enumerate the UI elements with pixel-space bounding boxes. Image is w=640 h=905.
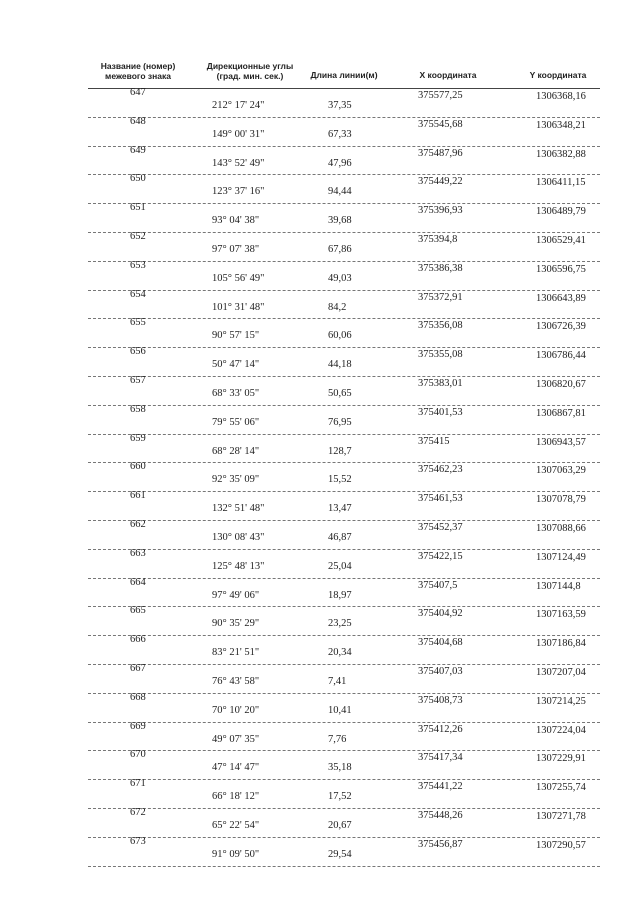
table-row	[88, 348, 600, 377]
x-coordinate: 375407,5	[418, 579, 458, 591]
line-length: 50,65	[328, 387, 352, 399]
marker-number: 655	[130, 317, 146, 329]
header-x: X координата	[419, 70, 477, 80]
x-coordinate: 375456,87	[418, 838, 463, 850]
table-row	[88, 259, 600, 291]
x-coordinate: 375396,93	[418, 205, 463, 217]
marker-number: 657	[130, 374, 146, 386]
marker-number: 671	[130, 778, 146, 790]
y-coordinate: 1307229,91	[536, 753, 586, 765]
line-length: 37,35	[328, 100, 352, 111]
x-coordinate: 375394,8	[418, 233, 458, 245]
direction-angle: 91° 09' 50"	[212, 848, 260, 860]
x-coordinate: 375383,01	[418, 377, 463, 389]
x-coordinate: 375356,08	[418, 320, 463, 332]
x-coordinate: 375401,53	[418, 406, 463, 418]
x-coordinate: 375355,08	[418, 349, 463, 361]
line-length: 39,68	[328, 215, 352, 227]
direction-angle: 143° 52' 49"	[212, 157, 265, 169]
table-row	[88, 720, 600, 752]
y-coordinate: 1307290,57	[536, 839, 586, 851]
marker-number: 661	[130, 490, 146, 502]
table-row	[88, 115, 600, 147]
marker-number: 654	[130, 288, 146, 300]
marker-number: 664	[130, 576, 146, 588]
y-coordinate: 1306726,39	[536, 321, 586, 333]
table-row	[88, 835, 600, 867]
table-row	[88, 432, 600, 464]
line-length: 10,41	[328, 704, 352, 716]
y-coordinate: 1306943,57	[536, 436, 586, 448]
direction-angle: 125° 48' 13"	[212, 560, 265, 572]
marker-number: 669	[130, 720, 146, 732]
x-coordinate: 375449,22	[418, 176, 463, 188]
marker-number: 647	[130, 87, 146, 98]
y-coordinate: 1307186,84	[536, 638, 586, 650]
header-name-line1: Название (номер)	[100, 61, 176, 71]
direction-angle: 97° 07' 38"	[212, 243, 260, 255]
x-coordinate: 375461,53	[418, 493, 463, 505]
header-name-line2: межевого знака	[105, 71, 171, 81]
line-length: 18,97	[328, 589, 352, 601]
y-coordinate: 1307163,59	[536, 609, 586, 621]
x-coordinate: 375577,25	[418, 90, 463, 101]
header-y: Y координата	[529, 70, 587, 80]
table-row	[88, 403, 600, 435]
direction-angle: 93° 04' 38"	[212, 215, 260, 227]
y-coordinate: 1307144,8	[536, 580, 581, 592]
x-coordinate: 375441,22	[418, 781, 463, 793]
header-name	[88, 61, 188, 81]
table-row	[88, 144, 600, 176]
y-coordinate: 1307088,66	[536, 522, 586, 534]
table-row	[88, 636, 600, 665]
table-row	[88, 288, 600, 320]
table-row	[88, 204, 600, 233]
line-length: 15,52	[328, 474, 352, 486]
table-row	[88, 175, 600, 204]
direction-angle: 70° 10' 20"	[212, 704, 260, 716]
y-coordinate: 1307214,25	[536, 695, 586, 707]
table-row	[88, 751, 600, 780]
marker-number: 663	[130, 547, 146, 559]
line-length: 60,06	[328, 330, 352, 342]
y-coordinate: 1306867,81	[536, 407, 586, 419]
y-coordinate: 1306596,75	[536, 263, 586, 275]
x-coordinate: 375422,15	[418, 550, 463, 562]
marker-number: 651	[130, 202, 146, 214]
line-length: 44,18	[328, 359, 352, 371]
marker-number: 658	[130, 403, 146, 415]
line-length: 35,18	[328, 762, 352, 774]
y-coordinate: 1306786,44	[536, 350, 586, 362]
line-length: 76,95	[328, 416, 352, 428]
header-angle-line2: (град. мин. сек.)	[216, 71, 284, 81]
x-coordinate: 375415	[418, 435, 450, 447]
line-length: 67,86	[328, 243, 352, 255]
line-length: 46,87	[328, 531, 352, 543]
line-length: 20,34	[328, 647, 352, 659]
table-row	[88, 492, 600, 521]
direction-angle: 97° 49' 06"	[212, 589, 260, 601]
y-coordinate: 1306368,16	[536, 91, 586, 102]
header-angle-line1: Дирекционные углы	[206, 61, 294, 71]
y-coordinate: 1307124,49	[536, 551, 586, 563]
table-row	[88, 662, 600, 694]
marker-number: 666	[130, 634, 146, 646]
marker-number: 668	[130, 691, 146, 703]
x-coordinate: 375452,37	[418, 521, 463, 533]
table-row	[88, 89, 600, 118]
line-length: 17,52	[328, 791, 352, 803]
line-length: 49,03	[328, 272, 352, 284]
header-length: Длина линии(м)	[310, 70, 378, 80]
marker-number: 672	[130, 806, 146, 818]
header-angle	[194, 61, 306, 81]
direction-angle: 66° 18' 12"	[212, 791, 260, 803]
direction-angle: 92° 35' 09"	[212, 474, 260, 486]
direction-angle: 47° 14' 47"	[212, 762, 260, 774]
x-coordinate: 375412,26	[418, 723, 463, 735]
marker-number: 667	[130, 662, 146, 674]
table-row	[88, 806, 600, 838]
marker-number: 656	[130, 346, 146, 358]
y-coordinate: 1306348,21	[536, 119, 586, 131]
direction-angle: 90° 57' 15"	[212, 330, 260, 342]
y-coordinate: 1306489,79	[536, 206, 586, 218]
table-row	[88, 319, 600, 348]
direction-angle: 149° 00' 31"	[212, 128, 265, 140]
table-row	[88, 547, 600, 579]
y-coordinate: 1307224,04	[536, 724, 586, 736]
direction-angle: 65° 22' 54"	[212, 819, 260, 831]
direction-angle: 49° 07' 35"	[212, 733, 260, 745]
y-coordinate: 1306643,89	[536, 292, 586, 304]
boundary-coordinates-table	[88, 58, 600, 867]
x-coordinate: 375448,26	[418, 809, 463, 821]
y-coordinate: 1307207,04	[536, 666, 586, 678]
table-row	[88, 780, 600, 809]
direction-angle: 212° 17' 24"	[212, 100, 265, 111]
marker-number: 662	[130, 518, 146, 530]
x-coordinate: 375386,38	[418, 262, 463, 274]
direction-angle: 76° 43' 58"	[212, 675, 260, 687]
y-coordinate: 1307271,78	[536, 810, 586, 822]
line-length: 29,54	[328, 848, 352, 860]
direction-angle: 68° 33' 05"	[212, 387, 260, 399]
line-length: 128,7	[328, 445, 352, 457]
table-header	[88, 58, 600, 89]
table-row	[88, 607, 600, 636]
direction-angle: 83° 21' 51"	[212, 647, 260, 659]
marker-number: 649	[130, 144, 146, 156]
direction-angle: 123° 37' 16"	[212, 186, 265, 198]
table-row	[88, 691, 600, 723]
line-length: 20,67	[328, 819, 352, 831]
y-coordinate: 1306382,88	[536, 148, 586, 160]
y-coordinate: 1306411,15	[536, 177, 586, 189]
table-row	[88, 576, 600, 608]
y-coordinate: 1307255,74	[536, 782, 586, 794]
y-coordinate: 1306529,41	[536, 234, 586, 246]
line-length: 47,96	[328, 157, 352, 169]
marker-number: 660	[130, 461, 146, 473]
marker-number: 665	[130, 605, 146, 617]
marker-number: 652	[130, 230, 146, 242]
y-coordinate: 1306820,67	[536, 378, 586, 390]
direction-angle: 105° 56' 49"	[212, 272, 265, 284]
x-coordinate: 375404,92	[418, 608, 463, 620]
marker-number: 659	[130, 432, 146, 444]
line-length: 23,25	[328, 618, 352, 630]
x-coordinate: 375404,68	[418, 637, 463, 649]
x-coordinate: 375372,91	[418, 291, 463, 303]
x-coordinate: 375417,34	[418, 752, 463, 764]
direction-angle: 68° 28' 14"	[212, 445, 260, 457]
table-row	[88, 230, 600, 262]
line-length: 25,04	[328, 560, 352, 572]
x-coordinate: 375545,68	[418, 118, 463, 130]
direction-angle: 132° 51' 48"	[212, 503, 265, 515]
marker-number: 653	[130, 259, 146, 271]
y-coordinate: 1307078,79	[536, 494, 586, 506]
x-coordinate: 375407,03	[418, 665, 463, 677]
line-length: 7,41	[328, 675, 347, 687]
x-coordinate: 375408,73	[418, 694, 463, 706]
marker-number: 650	[130, 173, 146, 185]
direction-angle: 130° 08' 43"	[212, 531, 265, 543]
marker-number: 648	[130, 115, 146, 127]
direction-angle: 101° 31' 48"	[212, 301, 265, 313]
table-row	[88, 374, 600, 406]
marker-number: 673	[130, 835, 146, 847]
table-row	[88, 518, 600, 550]
x-coordinate: 375462,23	[418, 464, 463, 476]
line-length: 84,2	[328, 301, 347, 313]
line-length: 7,76	[328, 733, 347, 745]
table-body	[88, 89, 600, 867]
marker-number: 670	[130, 749, 146, 761]
y-coordinate: 1307063,29	[536, 465, 586, 477]
direction-angle: 90° 35' 29"	[212, 618, 260, 630]
line-length: 67,33	[328, 128, 352, 140]
direction-angle: 79° 55' 06"	[212, 416, 260, 428]
line-length: 13,47	[328, 503, 352, 515]
line-length: 94,44	[328, 186, 352, 198]
x-coordinate: 375487,96	[418, 147, 463, 159]
direction-angle: 50° 47' 14"	[212, 359, 260, 371]
table-row	[88, 463, 600, 492]
